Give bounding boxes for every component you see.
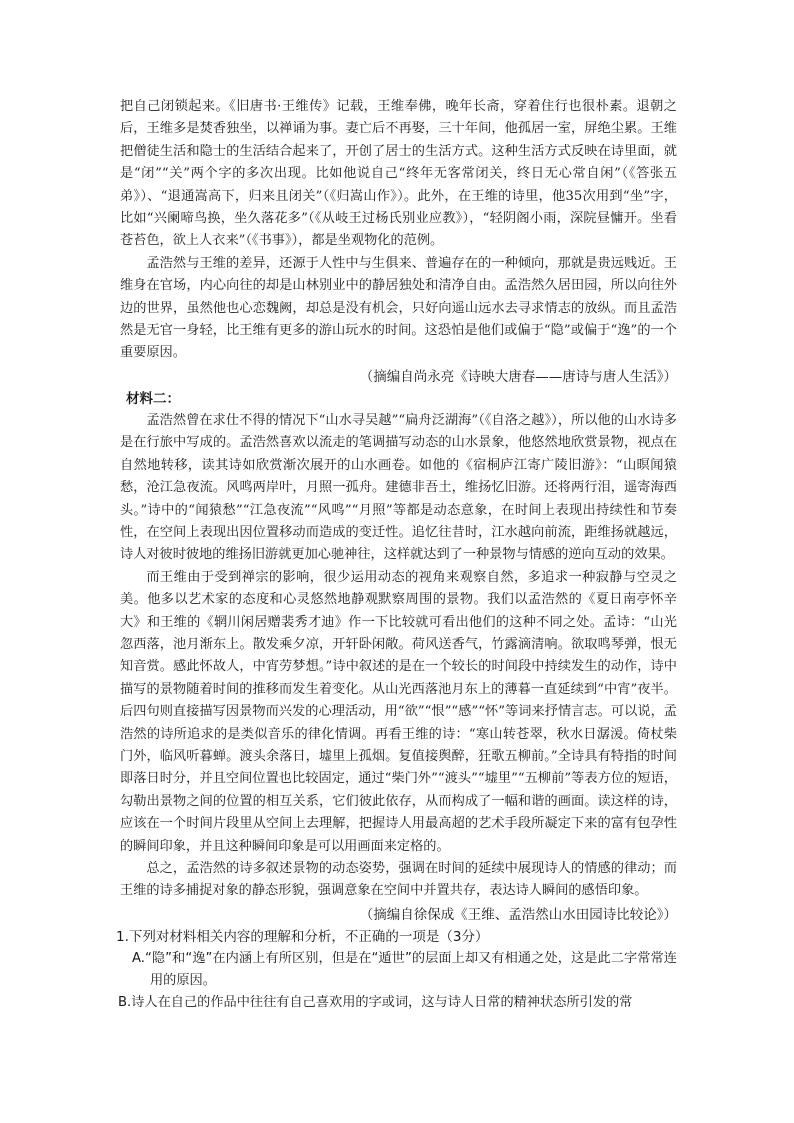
material-two-source: （摘编自徐保成《王维、孟浩然山水田园诗比较论》） [359,906,677,923]
material-two-paragraph-2: 而王维由于受到禅宗的影响，很少运用动态的视角来观察自然，多追求一种寂静与空灵之美。他多以艺术家的态度和心灵悠然地静观默察周围的景物。我们以孟浩然的《夏日南亭怀辛大》和王维的《辋川闲居赠裴秀才迪》作一下比较就可看出他们的这种不同之处。孟诗：“山光忽西落，池月渐东上。散发乘夕凉，开轩卧闲敞。荷风送香气，竹露滴清响。欲取鸣琴弹，恨无知音赏。感此怀故人，中宵劳梦想。”诗中叙述的是在一个较长的时间段中持续发生的动作，诗中描写的景物随着时间的推移而发生着变化。从山光西落池月东上的薄暮一直延续到“中宵”夜半。后四句则直接描写因景物而兴发的心理活动，用“欲”“恨”“感”“怀”等词来抒情言志。可以说，孟浩然的诗所追求的是类似音乐的律化情调。再看王维的诗：“寒山转苍翠，秋水日潺湲。倚杖柴门外，临风听暮蝉。渡头余落日，墟里上孤烟。复值接舆醉，狂歌五柳前。”全诗具有特指的时间即落日时分，并且空间位置也比较固定，通过“柴门外”“渡头”“墟里”“五柳前”等表方位的短语，勾勒出景物之间的位置的相互关系，它们彼此依存，从而构成了一幅和谐的画面。读这样的诗，应该在一个时间片段里从空间上去理解，把握诗人用最高超的艺术手段所凝定下来的富有包孕性的瞬间印象，并且这种瞬间印象是可以用画面来定格的。 [120,569,677,854]
material-two-paragraph-1: 孟浩然曾在求仕不得的情况下“山水寻吴越”“扁舟泛湖海”（《自洛之越》），所以他的山水诗多是在行旅中写成的。孟浩然喜欢以流走的笔调描写动态的山水景象，他悠然地欣赏景物，视点在自然地转移，读其诗如欣赏渐次展开的山水画卷。如他的《宿桐庐江寄广陵旧游》：“山暝闻猿愁，沧江急夜流。风鸣两岸叶，月照一孤舟。建德非吾土，维扬忆旧游。还将两行泪，遥寄海西头。”诗中的“闻猿愁”“江急夜流”“风鸣”“月照”等都是动态意象，在时间上表现出持续性和节奏性，在空间上表现出因位置移动而造成的变迁性。追忆往昔时，江水越向前流，距维扬就越远，诗人对彼时彼地的维扬旧游就更加心驰神往，这样就达到了一种景物与情感的逆向互动的效果。 [120,412,677,563]
question-1-option-a: A.“隐”和“逸”在内涵上有所区别，但是在“遁世”的层面上却又有相通之处，这是此二字常常连用的原因。 [132,950,677,988]
material-one-paragraph-2: 孟浩然与王维的差异，还源于人性中与生俱来、普遍存在的一种倾向，那就是贵远贱近。王维身在官场，内心向往的却是山林别业中的静居独处和清净自由。孟浩然久居田园，所以向往外边的世界，虽然他也心恋魏阙，却总是没有机会，只好向遥山远水去寻求情志的放纵。而且孟浩然是无官一身轻，比王维有更多的游山玩水的时间。这恐怕是他们或偏于“隐”或偏于“逸”的一个重要原因。 [120,255,677,361]
material-two-paragraph-3: 总之，孟浩然的诗多叙述景物的动态姿势，强调在时间的延续中展现诗人的情感的律动；而王维的诗多捕捉对象的静态形貌，强调意象在空间中并置共存，表达诗人瞬间的感悟印象。 [120,861,677,899]
question-1-option-b: B.诗人在自己的作品中往往有自己喜欢用的字或词，这与诗人日常的精神状态所引发的常 [118,994,633,1010]
material-two-heading: 材料二： [126,390,180,407]
material-one-paragraph-1: 把自己闭锁起来。《旧唐书·王维传》记载，王维奉佛，晚年长斋，穿着住行也很朴素。退朝之后，王维多是焚香独坐，以禅诵为事。妻亡后不再娶，三十年间，他孤居一室，屏绝尘累。王维把僧徒生活和隐士的生活结合起来了，开创了居士的生活方式。这种生活方式反映在诗里面，就是“闭”“关”两个字的多次出现。比如他说自己“终年无客常闭关，终日无心常自闲”（《答张五弟》）、“退通嵩高下，归来且闭关”（《归嵩山作》）。此外，在王维的诗里，他35次用到“坐”字，比如“兴阑啼鸟换，坐久落花多”（《从岐王过杨氏别业应教》），“轻阴阁小雨，深院昼慵开。坐看苍苔色，欲上人衣来”（《书事》），都是坐观物化的范例。 [120,99,677,249]
page-content [116,96,677,1014]
question-1-stem: 1.下列对材料相关内容的理解和分析，不正确的一项是（3分） [116,928,489,945]
material-one-source: （摘编自尚永亮《诗映大唐春——唐诗与唐人生活》） [359,368,677,385]
